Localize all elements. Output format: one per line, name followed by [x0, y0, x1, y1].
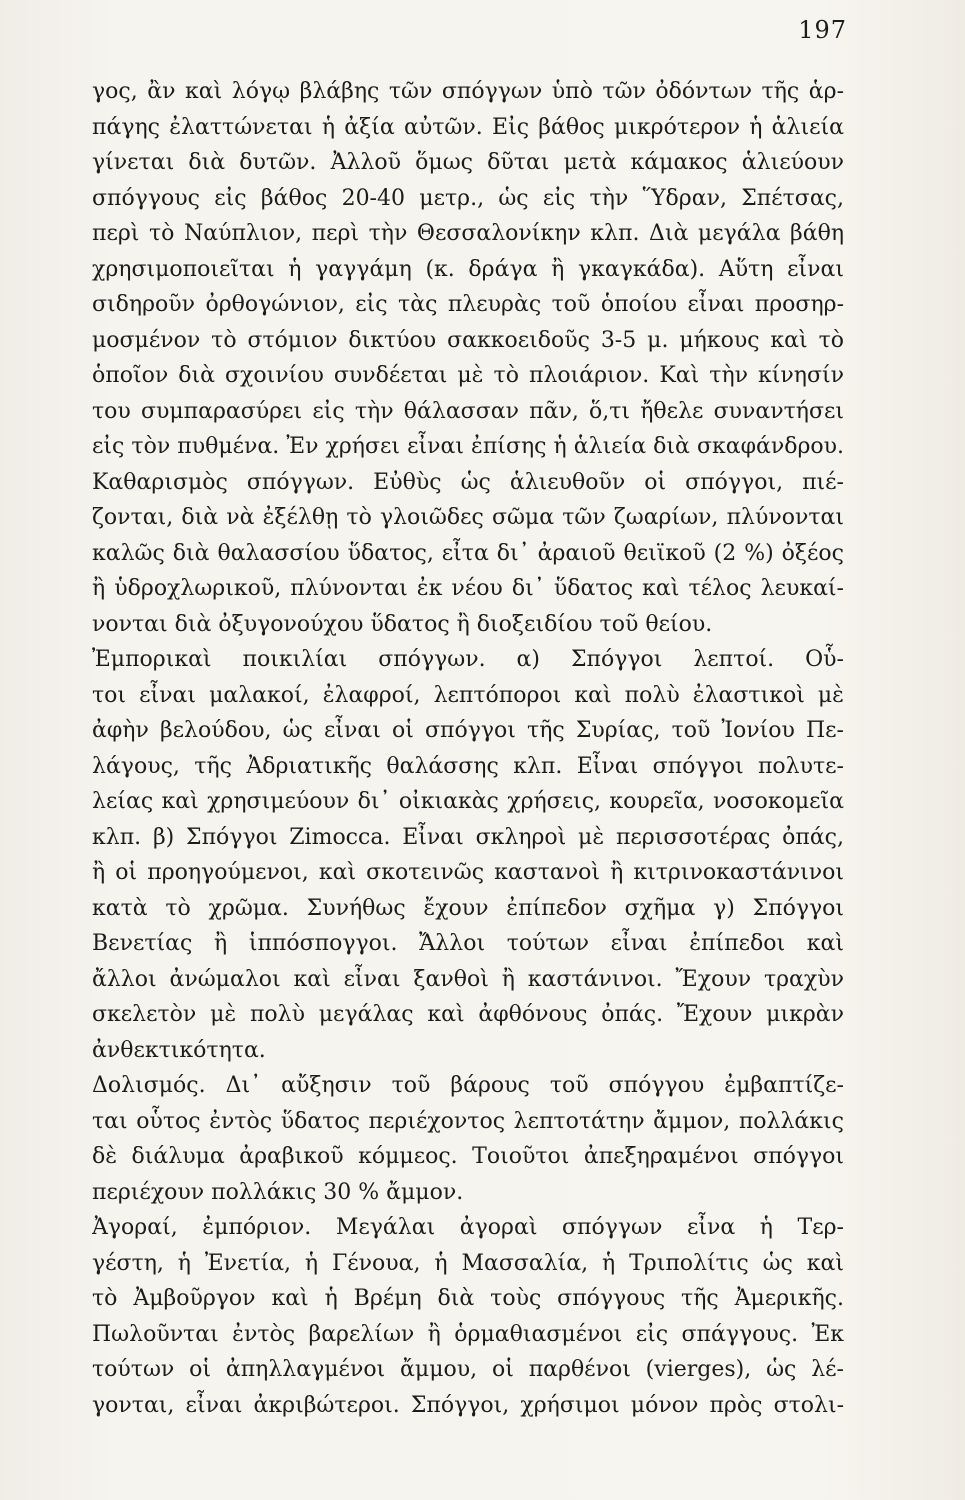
text-line: ἄλλοι ἀνώμαλοι καὶ εἶναι ξανθοὶ ἢ καστάνινοι. Ἔχουν τραχὺν — [92, 966, 844, 992]
text-line: ται οὗτος ἐντὸς ὕδατος περιέχοντος λεπτοτάτην ἄμμον, πολλάκις — [92, 1108, 844, 1134]
text-line: ἢ ὑδροχλωρικοῦ, πλύνονται ἐκ νέου δι᾽ ὕδατος καὶ τέλος λευκαί- — [92, 576, 844, 601]
text-line: κλπ. β) Σπόγγοι Zimocca. Εἶναι σκληροὶ μὲ περισσοτέρας ὀπάς, — [92, 824, 844, 850]
text-line: ἢ οἱ προηγούμενοι, καὶ σκοτεινῶς καστανοὶ ἢ κιτρινοκαστάνινοι — [92, 860, 844, 885]
text-line: μοσμένον τὸ στόμιον δικτύου σακκοειδοῦς 3-5 μ. μήκους καὶ τὸ — [92, 327, 844, 353]
text-line: κατὰ τὸ χρῶμα. Συνήθως ἔχουν ἐπίπεδον σχῆμα γ) Σπόγγοι — [92, 895, 844, 921]
text-line: περὶ τὸ Ναύπλιον, περὶ τὴν Θεσσαλονίκην κλπ. Διὰ μεγάλα βάθη — [92, 221, 844, 246]
text-line: γέστη, ἡ Ἐνετία, ἡ Γένουα, ἡ Μασσαλία, ἡ Τριπολίτις ὡς καὶ — [92, 1250, 844, 1276]
text-line: τούτων οἱ ἀπηλλαγμένοι ἄμμου, οἱ παρθένοι (vierges), ὡς λέ- — [92, 1357, 844, 1382]
text-line: γίνεται διὰ δυτῶν. Ἀλλοῦ ὅμως δῦται μετὰ κάμακος ἁλιεύουν — [92, 150, 844, 175]
text-line: ζονται, διὰ νὰ ἐξέλθῃ τὸ γλοιῶδες σῶμα τῶν ζωαρίων, πλύνονται — [92, 505, 844, 530]
text-line: σιδηροῦν ὀρθογώνιον, εἰς τὰς πλευρὰς τοῦ ὁποίου εἶναι προσηρ- — [92, 292, 844, 317]
text-line: περιέχουν πολλάκις 30 % ἄμμον. — [92, 1179, 464, 1205]
section-heading-line: Ἀγοραί, ἐμπόριον. Μεγάλαι ἀγοραὶ σπόγγων εἶνα ἡ Τερ- — [92, 1215, 844, 1240]
text-line: Πωλοῦνται ἐντὸς βαρελίων ἢ ὁρμαθιασμένοι εἰς σπάγγους. Ἐκ — [92, 1321, 844, 1347]
text-line: γονται, εἶναι ἀκριβώτεροι. Σπόγγοι, χρήσιμοι μόνον πρὸς στολι- — [92, 1392, 844, 1418]
text-line: χρησιμοποιεῖται ἡ γαγγάμη (κ. δράγα ἢ γκαγκάδα). Αὕτη εἶναι — [92, 256, 844, 282]
text-line: τοι εἶναι μαλακοί, ἐλαφροί, λεπτόποροι καὶ πολὺ ἐλαστικοὶ μὲ — [92, 682, 844, 708]
section-heading-line: Ἐμπορικαὶ ποικιλίαι σπόγγων. α) Σπόγγοι λεπτοί. Οὗ- — [92, 647, 844, 672]
text-line: δὲ διάλυμα ἀραβικοῦ κόμμεος. Τοιοῦτοι ἀπεξηραμένοι σπόγγοι — [92, 1144, 844, 1169]
text-line: σκελετὸν μὲ πολὺ μεγάλας καὶ ἀφθόνους ὀπάς. Ἔχουν μικρὰν — [92, 1002, 844, 1027]
text-line: του συμπαρασύρει εἰς τὴν θάλασσαν πᾶν, ὅ,τι ἤθελε συναντήσει — [92, 398, 844, 424]
body-text — [92, 74, 844, 1423]
text-line: εἰς τὸν πυθμένα. Ἐν χρήσει εἶναι ἐπίσης ἡ ἁλιεία διὰ σκαφάνδρου. — [92, 434, 844, 459]
page-number: 197 — [798, 16, 847, 44]
text-line: σπόγγους εἰς βάθος 20-40 μετρ., ὡς εἰς τὴν Ὕδραν, Σπέτσας, — [92, 185, 844, 211]
text-line: καλῶς διὰ θαλασσίου ὕδατος, εἶτα δι᾽ ἀραιοῦ θειϊκοῦ (2 %) ὀξέος — [92, 540, 844, 566]
text-line: ἀφὴν βελούδου, ὡς εἶναι οἱ σπόγγοι τῆς Συρίας, τοῦ Ἰονίου Πε- — [92, 718, 844, 743]
text-line: τὸ Ἀμβοῦργον καὶ ἡ Βρέμη διὰ τοὺς σπόγγους τῆς Ἀμερικῆς. — [92, 1286, 844, 1311]
text-line: λάγους, τῆς Ἀδριατικῆς θαλάσσης κλπ. Εἶναι σπόγγοι πολυτε- — [92, 753, 844, 779]
text-line: νονται διὰ ὀξυγονούχου ὕδατος ἢ διοξειδίου τοῦ θείου. — [92, 611, 713, 637]
text-line: λείας καὶ χρησιμεύουν δι᾽ οἰκιακὰς χρήσεις, κουρεῖα, νοσοκομεῖα — [92, 789, 844, 814]
text-line: ὁποῖον διὰ σχοινίου συνδέεται μὲ τὸ πλοιάριον. Καὶ τὴν κίνησίν — [92, 363, 844, 388]
section-heading-line: Καθαρισμὸς σπόγγων. Εὐθὺς ὡς ἁλιευθοῦν οἱ σπόγγοι, πιέ- — [92, 469, 844, 495]
text-line: Βενετίας ἢ ἱππόσπογγοι. Ἄλλοι τούτων εἶναι ἐπίπεδοι καὶ — [92, 931, 844, 956]
text-line: πάγης ἐλαττώνεται ἡ ἀξία αὐτῶν. Εἰς βάθος μικρότερον ἡ ἁλιεία — [92, 114, 844, 140]
section-heading-line: Δολισμός. Δι᾽ αὔξησιν τοῦ βάρους τοῦ σπόγγου ἐμβαπτίζε- — [92, 1073, 844, 1098]
text-line: γος, ἂν καὶ λόγῳ βλάβης τῶν σπόγγων ὑπὸ τῶν ὀδόντων τῆς ἁρ- — [92, 79, 844, 104]
text-line: ἀνθεκτικότητα. — [92, 1037, 266, 1063]
